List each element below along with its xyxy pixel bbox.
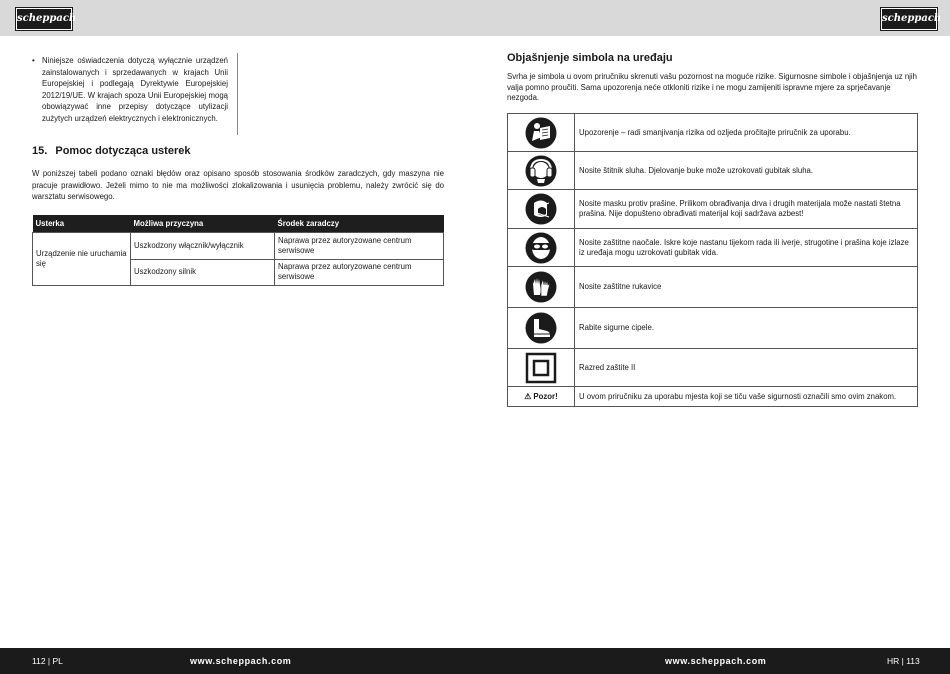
cause-cell: Uszkodzony włącznik/wyłącznik	[131, 233, 275, 260]
symbol-row	[508, 114, 918, 152]
troubleshooting-intro: W poniższej tabeli podano oznaki błędów oraz opisano sposób stosowania środków zaradczych, gdy maszyna nie pracuje prawidłowo. Jeżeli mimo to nie ma możliwości zlokalizowania i usunięcia problemu, należy zwrócić się do warsztatu serwisowego.	[32, 169, 444, 201]
column-header: Usterka	[33, 215, 131, 233]
disposal-note	[32, 55, 228, 124]
symbol-row	[508, 190, 918, 229]
page-number-left: 112 | PL	[32, 656, 63, 666]
safety-goggles-icon	[525, 232, 557, 264]
gloves-icon	[525, 271, 557, 303]
page-number-right: HR | 113	[887, 656, 920, 666]
symbol-row	[508, 152, 918, 190]
dust-mask-icon	[525, 193, 557, 225]
symbol-description: Nosite štitnik sluha. Djelovanje buke može uzrokovati gubitak sluha.	[575, 152, 918, 190]
column-header: Możliwa przyczyna	[131, 215, 275, 233]
section-title: Pomoc dotycząca usterek	[55, 145, 191, 157]
disposal-note-text: Niniejsze oświadczenia dotyczą wyłącznie urządzeń zainstalowanych i sprzedawanych w krajach Unii Europejskiej i podlegają Dyrektywie Europejskiej 2012/19/UE. W krajach spoza Unii Europejskiej mogą obowiązywać inne przepisy dotyczące utylizacji zużytych urządzeń elektrycznych i elektronicznych.	[42, 56, 228, 123]
column-header: Środek zaradczy	[275, 215, 444, 233]
symbols-table	[507, 113, 918, 407]
symbol-description: Nosite masku protiv prašine. Prilikom obrađivanja drva i drugih materijala može nastati štetna prašina. Nije dopušteno obrađivati materijal koji sadržava azbest!	[575, 190, 918, 229]
footer-bar	[0, 648, 950, 674]
symbol-description: Razred zaštite II	[575, 349, 918, 387]
scheppach-logo: scheppach	[16, 8, 72, 30]
read-manual-icon	[525, 117, 557, 149]
symbol-row	[508, 267, 918, 308]
caution-label: ⚠ Pozor!	[508, 387, 575, 407]
symbol-row	[508, 349, 918, 387]
scheppach-logo: scheppach	[881, 8, 937, 30]
website-link[interactable]: www.scheppach.com	[190, 656, 292, 666]
symbol-row	[508, 387, 918, 407]
table-header-row	[33, 215, 444, 233]
caution-description: U ovom priručniku za uporabu mjesta koji se tiču vaše sigurnosti označili smo ovim znakom.	[575, 387, 918, 407]
troubleshooting-table	[32, 215, 444, 286]
symbol-description: Nosite zaštitne rukavice	[575, 267, 918, 308]
section-heading	[32, 145, 190, 157]
symbols-intro: Svrha je simbola u ovom priručniku skrenuti vašu pozornost na moguće rizike. Sigurnosne simbole i objašnjenja uz njih valja pomno proučiti. Sama upozorenja neće otkloniti rizike i ne mogu zamijeniti ispravne mjere za sprječavanje nezgoda.	[507, 72, 917, 102]
symbols-title: Objašnjenje simbola na uređaju	[507, 52, 673, 64]
safety-shoes-icon	[525, 312, 557, 344]
symbol-description: Nosite zaštitne naočale. Iskre koje nastanu tijekom rada ili iverje, strugotine i prašina koje izlaze iz uređaja mogu uzrokovati gubitak vida.	[575, 229, 918, 267]
symbol-description: Upozorenje – radi smanjivanja rizika od ozljeda pročitajte priručnik za uporabu.	[575, 114, 918, 152]
ear-protection-icon	[525, 155, 557, 187]
section-number: 15.	[32, 145, 48, 157]
remedy-cell: Naprawa przez autoryzowane centrum serwisowe	[275, 259, 444, 286]
symbol-row	[508, 229, 918, 267]
website-link[interactable]: www.scheppach.com	[665, 656, 767, 666]
bullet-dot: •	[32, 56, 35, 65]
remedy-cell: Naprawa przez autoryzowane centrum serwisowe	[275, 233, 444, 260]
table-row	[33, 233, 444, 260]
protection-class-2-icon	[525, 352, 557, 384]
column-divider	[237, 53, 238, 135]
symbol-description: Rabite sigurne cipele.	[575, 308, 918, 349]
header-bar	[0, 0, 950, 36]
symbol-row	[508, 308, 918, 349]
fault-cell: Urządzenie nie uruchamia się	[33, 233, 131, 286]
cause-cell: Uszkodzony silnik	[131, 259, 275, 286]
